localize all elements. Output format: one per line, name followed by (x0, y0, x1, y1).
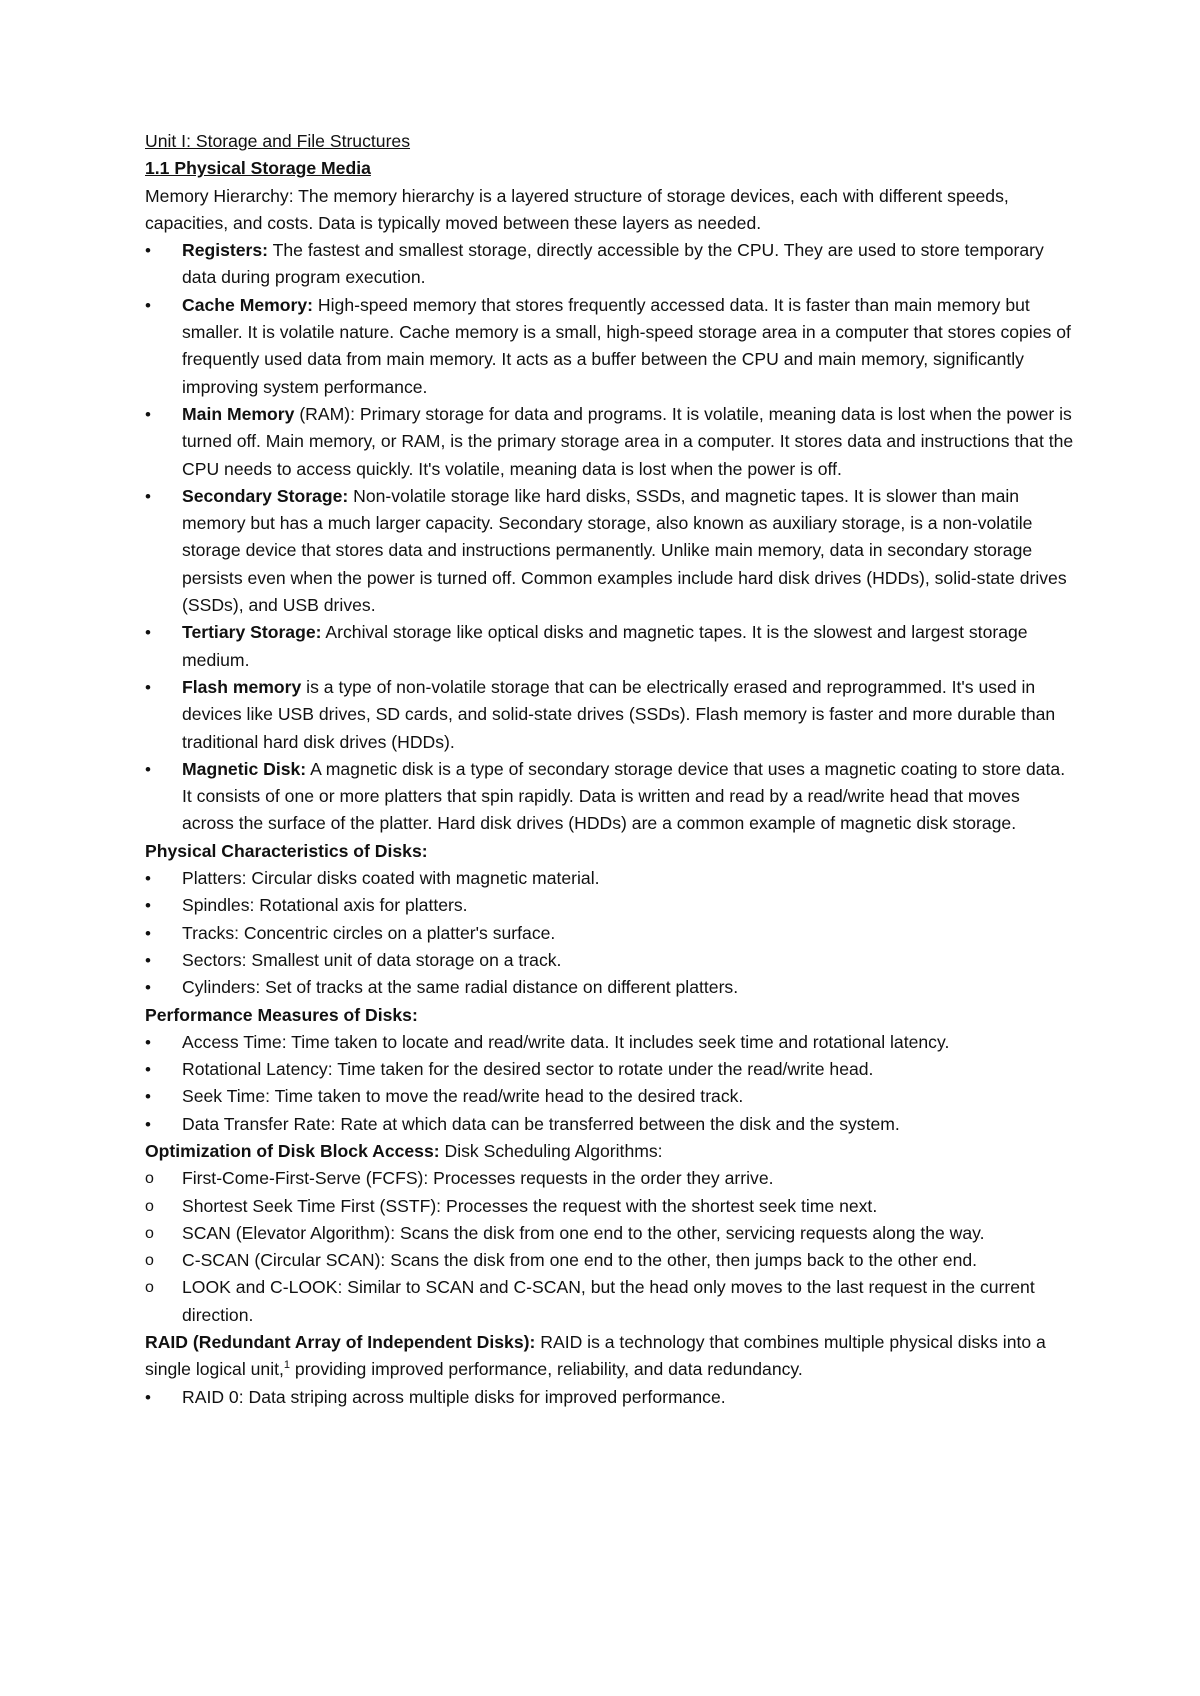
item-text: Spindles: Rotational axis for platters. (182, 895, 468, 916)
bullet-icon: • (145, 404, 151, 424)
item-text: C-SCAN (Circular SCAN): Scans the disk from one end to the other, then jumps back to the other end. (182, 1250, 978, 1271)
list-item-flash-memory (145, 674, 1075, 756)
raid-text: RAID is a technology that combines multiple physical disks into a single logical unit, (145, 1332, 1046, 1380)
bullet-icon: • (145, 1032, 151, 1052)
circle-bullet-icon: o (145, 1197, 154, 1215)
list-item (145, 1029, 1075, 1056)
item-text: Shortest Seek Time First (SSTF): Processes the request with the shortest seek time next. (182, 1195, 878, 1216)
list-item-secondary-storage (145, 483, 1075, 619)
item-term: Main Memory (182, 403, 295, 424)
list-item (145, 1056, 1075, 1083)
item-term: Cache Memory: (182, 294, 314, 315)
circle-bullet-icon: o (145, 1279, 154, 1297)
item-text: Platters: Circular disks coated with magnetic material. (182, 868, 600, 889)
list-item (145, 974, 1075, 1001)
list-item (145, 1193, 1075, 1220)
storage-media-list (145, 237, 1075, 838)
bullet-icon: • (145, 1087, 151, 1107)
item-text: Sectors: Smallest unit of data storage on a track. (182, 949, 562, 970)
raid-heading: RAID (Redundant Array of Independent Disks): (145, 1332, 536, 1353)
list-item-tertiary-storage (145, 619, 1075, 674)
bullet-icon: • (145, 978, 151, 998)
item-text: SCAN (Elevator Algorithm): Scans the disk from one end to the other, servicing requests along the way. (182, 1222, 985, 1243)
performance-measures-heading: Performance Measures of Disks: (145, 1004, 418, 1025)
disk-scheduling-list (145, 1165, 1075, 1329)
bullet-icon: • (145, 295, 151, 315)
item-term: Secondary Storage: (182, 485, 349, 506)
item-text: Non-volatile storage like hard disks, SSDs, and magnetic tapes. It is slower than main memory but has a much larger capacity. Secondary storage, also known as auxiliary storage, is a non-volatile storage device that stores data and instructions permanently. Unlike main memory, data in secondary storage persists even when the power is turned off. Common examples include hard disk drives (HDDs), solid-state drives (SSDs), and USB drives. (182, 485, 1067, 616)
footnote-reference[interactable]: 1 (283, 1359, 291, 1372)
item-text: The fastest and smallest storage, directly accessible by the CPU. They are used to store temporary data during program execution. (182, 240, 1044, 288)
item-text: Cylinders: Set of tracks at the same radial distance on different platters. (182, 977, 739, 998)
bullet-icon: • (145, 869, 151, 889)
bullet-icon: • (145, 486, 151, 506)
optimization-subtitle: Disk Scheduling Algorithms: (439, 1140, 663, 1161)
item-text: LOOK and C-LOOK: Similar to SCAN and C-SCAN, but the head only moves to the last request in the current direction. (182, 1277, 1035, 1325)
list-item (145, 1247, 1075, 1274)
list-item (145, 1165, 1075, 1192)
list-item-main-memory (145, 401, 1075, 483)
item-term: Flash memory (182, 676, 302, 697)
item-text: High-speed memory that stores frequently accessed data. It is faster than main memory but smaller. It is volatile nature. Cache memory is a small, high-speed storage area in a computer that stores copies of frequently used data from main memory. It acts as a buffer between the CPU and main memory, significantly improving system performance. (182, 294, 1071, 397)
list-item (145, 920, 1075, 947)
raid-paragraph (145, 1329, 1075, 1384)
memory-hierarchy-intro: Memory Hierarchy: The memory hierarchy is a layered structure of storage devices, each with different speeds, capacities, and costs. Data is typically moved between these layers as needed. (145, 185, 1009, 233)
item-text: Data Transfer Rate: Rate at which data can be transferred between the disk and the system. (182, 1113, 900, 1134)
item-text: A magnetic disk is a type of secondary storage device that uses a magnetic coating to store data. It consists of one or more platters that spin rapidly. Data is written and read by a read/write head that moves across the surface of the platter. Hard disk drives (HDDs) are a common example of magnetic disk storage. (182, 758, 1066, 834)
item-text: RAID 0: Data striping across multiple disks for improved performance. (182, 1386, 726, 1407)
item-text: Archival storage like optical disks and magnetic tapes. It is the slowest and largest storage medium. (182, 622, 1028, 670)
list-item (145, 1274, 1075, 1329)
item-text: is a type of non-volatile storage that can be electrically erased and reprogrammed. It's used in devices like USB drives, SD cards, and solid-state drives (SSDs). Flash memory is faster and more durable than traditional hard disk drives (HDDs). (182, 676, 1056, 752)
unit-title: Unit I: Storage and File Structures (145, 131, 411, 151)
list-item (145, 1111, 1075, 1138)
bullet-icon: • (145, 1387, 151, 1407)
section-title: 1.1 Physical Storage Media (145, 158, 371, 179)
bullet-icon: • (145, 923, 151, 943)
item-text: (RAM): Primary storage for data and programs. It is volatile, meaning data is lost when the power is turned off. Main memory, or RAM, is the primary storage area in a computer. It stores data and instructions that the CPU needs to access quickly. It's volatile, meaning data is lost when the power is off. (182, 403, 1074, 479)
physical-characteristics-list (145, 865, 1075, 1001)
item-text: Rotational Latency: Time taken for the desired sector to rotate under the read/write head. (182, 1059, 874, 1080)
list-item-registers (145, 237, 1075, 292)
bullet-icon: • (145, 950, 151, 970)
bullet-icon: • (145, 1060, 151, 1080)
item-text: Access Time: Time taken to locate and read/write data. It includes seek time and rotational latency. (182, 1031, 950, 1052)
list-item (145, 892, 1075, 919)
item-text: First-Come-First-Serve (FCFS): Processes requests in the order they arrive. (182, 1168, 774, 1189)
bullet-icon: • (145, 677, 151, 697)
circle-bullet-icon: o (145, 1252, 154, 1270)
list-item (145, 947, 1075, 974)
bullet-icon: • (145, 623, 151, 643)
bullet-icon: • (145, 896, 151, 916)
bullet-icon: • (145, 241, 151, 261)
list-item (145, 1384, 1075, 1411)
circle-bullet-icon: o (145, 1224, 154, 1242)
list-item-magnetic-disk (145, 756, 1075, 838)
circle-bullet-icon: o (145, 1170, 154, 1188)
bullet-icon: • (145, 1114, 151, 1134)
list-item-cache-memory (145, 292, 1075, 401)
optimization-heading-line (145, 1138, 1075, 1165)
list-item (145, 1220, 1075, 1247)
bullet-icon: • (145, 759, 151, 779)
document-page (145, 128, 1075, 1411)
item-text: Tracks: Concentric circles on a platter's surface. (182, 922, 556, 943)
physical-characteristics-heading: Physical Characteristics of Disks: (145, 840, 428, 861)
list-item (145, 865, 1075, 892)
list-item (145, 1083, 1075, 1110)
raid-text-continued: providing improved performance, reliability, and data redundancy. (290, 1359, 803, 1380)
item-text: Seek Time: Time taken to move the read/write head to the desired track. (182, 1086, 744, 1107)
item-term: Magnetic Disk: (182, 758, 307, 779)
item-term: Tertiary Storage: (182, 622, 322, 643)
performance-measures-list (145, 1029, 1075, 1138)
optimization-heading: Optimization of Disk Block Access: (145, 1140, 440, 1161)
raid-levels-list (145, 1384, 1075, 1411)
item-term: Registers: (182, 240, 269, 261)
